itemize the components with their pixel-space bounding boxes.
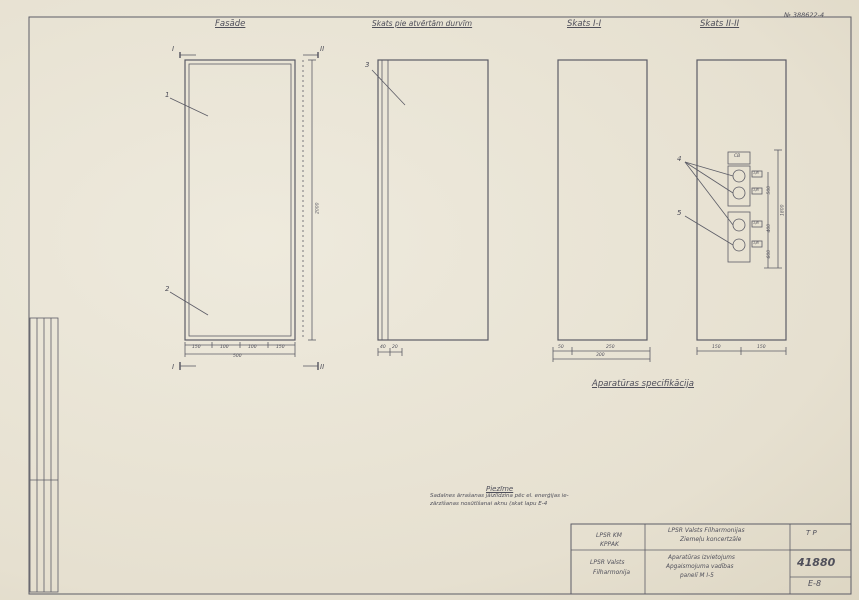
sec2-dim-vert-3: 400 <box>767 223 773 233</box>
meter-label-d: 1/B <box>753 241 759 245</box>
position-1-marker: 1 <box>165 91 170 99</box>
sec2-dim-2: 150 <box>757 345 766 350</box>
spec-title: Aparatūras specifikācija <box>592 379 694 389</box>
title-org-3: LPSR Valsts <box>590 559 625 566</box>
title-org-2: KPPAK <box>600 541 619 548</box>
section-2-title: Skats II-II <box>700 19 740 29</box>
sec2-dim-1: 150 <box>712 345 721 350</box>
sheet-code: E-8 <box>808 579 822 588</box>
position-4-marker: 4 <box>677 155 682 163</box>
title-stage: T P <box>806 529 817 537</box>
facade-title: Fasāde <box>215 19 246 29</box>
position-3-marker: 3 <box>365 61 370 69</box>
sec2-dim-vert-1: 1800 <box>780 204 786 216</box>
cut-2-bottom-marker: II <box>320 363 325 371</box>
sec2-dim-vert-4: 600 <box>767 249 773 259</box>
facade-dim-col-2: 100 <box>220 345 229 350</box>
title-org-1: LPSR KM <box>596 532 622 539</box>
section-1-title: Skats I-I <box>567 19 602 29</box>
doors-dim-2: 20 <box>392 345 398 350</box>
title-drawing-3: panelī M I-5 <box>680 573 714 579</box>
meter-label-a: 1/B <box>753 171 759 175</box>
sheet-number: № 388622-4 <box>784 11 825 19</box>
sec1-dim-total: 300 <box>596 353 605 358</box>
facade-dim-col-4: 150 <box>276 345 285 350</box>
sec1-dim-1: 50 <box>558 345 564 350</box>
note-title: Piezīme <box>486 485 514 493</box>
facade-dim-height: 2000 <box>315 202 321 214</box>
position-2-marker: 2 <box>165 285 170 293</box>
meter-label-b: 1/B <box>753 188 759 192</box>
cut-1-bottom-marker: I <box>172 363 175 371</box>
sec1-dim-2: 250 <box>606 345 615 350</box>
note-line-2: zārzīšanas nosūtīšanai aknu (skat lapu E-4 <box>430 501 548 507</box>
cut-2-top-marker: II <box>320 45 325 53</box>
meter-label-c: 1/B <box>753 221 759 225</box>
facade-dim-col-3: 100 <box>248 345 257 350</box>
doors-open-title: Skats pie atvērtām durvīm <box>372 19 473 28</box>
doors-dim-1: 40 <box>380 345 386 350</box>
sec2-dim-vert-2: 500 <box>767 185 773 195</box>
title-drawing-2: Apgaismojuma vadības <box>666 564 734 570</box>
position-5-marker: 5 <box>677 209 682 217</box>
title-project-2: Ziemeļu koncertzāle <box>680 536 742 543</box>
meter-label-top: CB <box>734 154 741 159</box>
title-drawing-1: Aparatūras izvietojums <box>668 555 735 561</box>
title-org-4: Filharmonija <box>593 569 631 576</box>
note-line-1: Sadalnes ārrašanas jāizlīdzina pēc el. enerģijas ie- <box>430 493 569 499</box>
cut-1-top-marker: I <box>172 45 175 53</box>
archive-number: 41880 <box>797 556 836 569</box>
facade-dim-total: 500 <box>233 354 242 359</box>
title-project-1: LPSR Valsts Filharmonijas <box>668 527 745 534</box>
facade-dim-col-1: 150 <box>192 345 201 350</box>
